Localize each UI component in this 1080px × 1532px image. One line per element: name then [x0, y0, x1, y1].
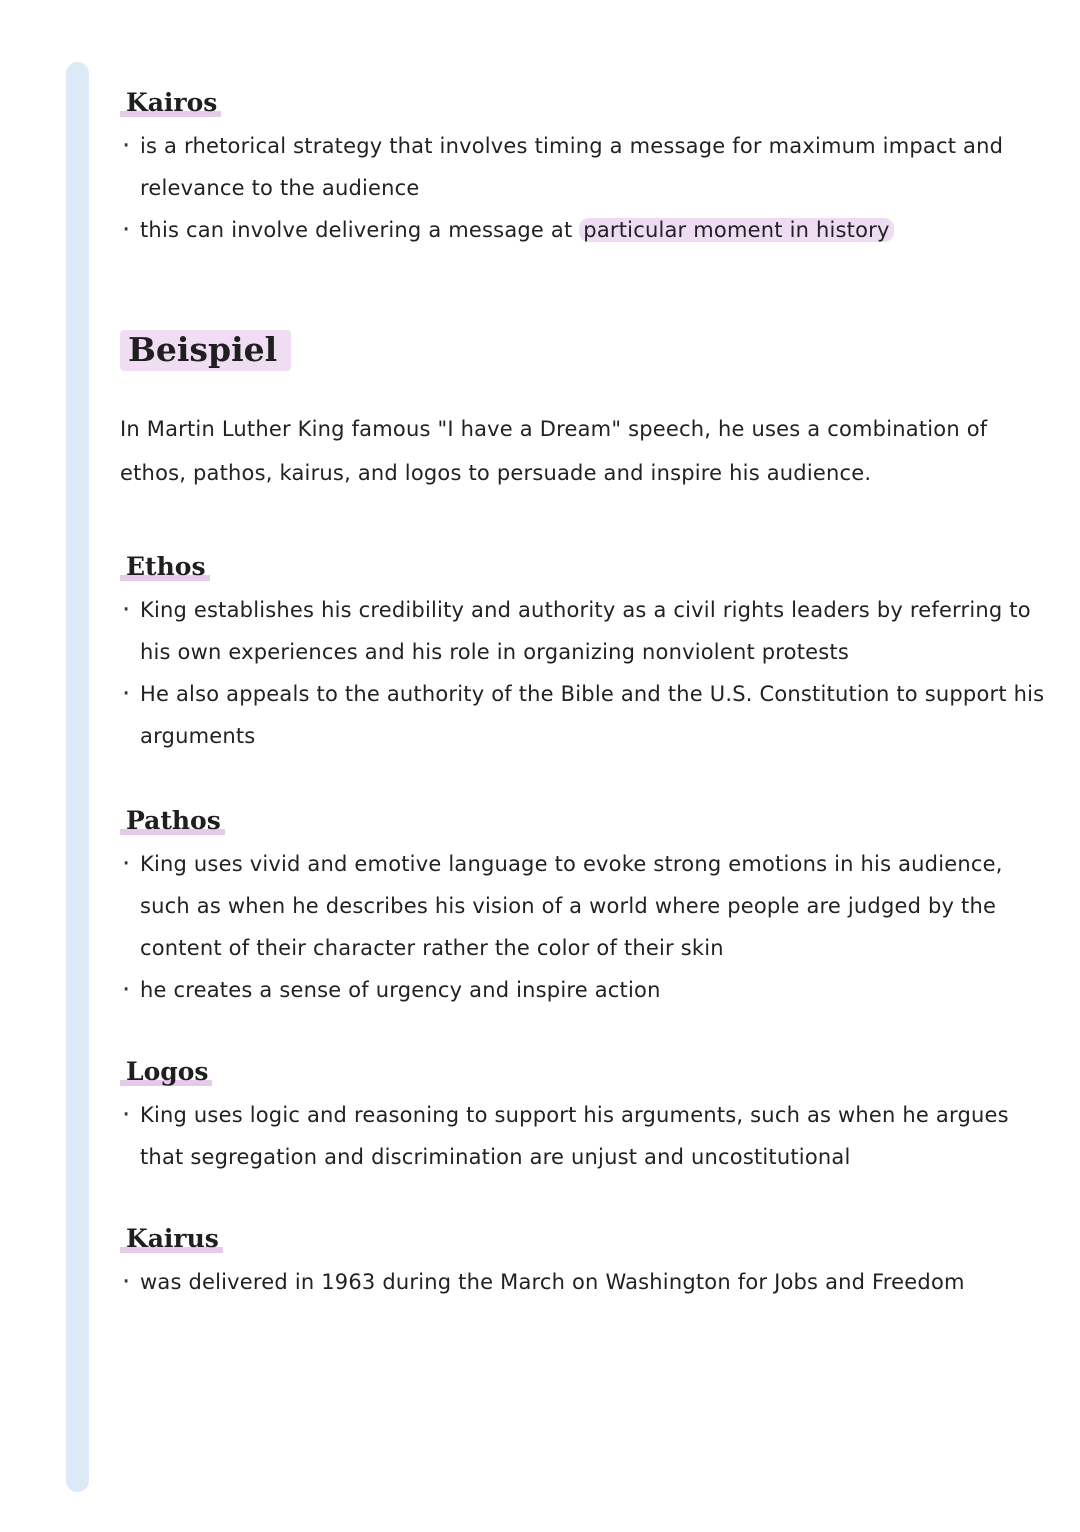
kairos-highlight: particular moment in history	[579, 218, 893, 242]
beispiel-text: In Martin Luther King famous "I have a Dream" speech, he uses a combination of ethos, pathos, kairus, and logos to persuade and inspire his audience.	[120, 417, 988, 485]
section-beispiel	[120, 330, 1052, 495]
kairos-notes	[120, 125, 1052, 251]
kairus-notes	[120, 1261, 1052, 1303]
kairos-point-1: · is a rhetorical strategy that involves timing a message for maximum impact and relevance to the audience	[120, 125, 1052, 209]
kairus-point-1: · was delivered in 1963 during the March on Washington for Jobs and Freedom	[120, 1261, 1052, 1303]
kairos-point-2-text: this can involve delivering a message at	[140, 218, 580, 242]
section-ethos	[120, 552, 1052, 757]
pathos-notes	[120, 843, 1052, 1011]
section-logos	[120, 1057, 1052, 1178]
heading-ethos: Ethos	[120, 552, 210, 581]
logos-notes	[120, 1094, 1052, 1178]
pathos-point-1: · King uses vivid and emotive language to evoke strong emotions in his audience, such as when he describes his vision of a world where people are judged by the content of their character rather the color of their skin	[120, 843, 1052, 969]
kairos-point-2	[120, 209, 1052, 251]
heading-beispiel: Beispiel	[120, 330, 291, 371]
pathos-point-2: · he creates a sense of urgency and inspire action	[120, 969, 1052, 1011]
heading-pathos: Pathos	[120, 806, 225, 835]
section-pathos	[120, 806, 1052, 1011]
heading-kairus: Kairus	[120, 1224, 223, 1253]
ethos-point-1: · King establishes his credibility and authority as a civil rights leaders by referring to his own experiences and his role in organizing nonviolent protests	[120, 589, 1052, 673]
section-kairos	[120, 88, 1052, 251]
section-kairus	[120, 1224, 1052, 1303]
ethos-point-2: · He also appeals to the authority of the Bible and the U.S. Constitution to support his arguments	[120, 673, 1052, 757]
heading-kairos: Kairos	[120, 88, 221, 117]
heading-logos: Logos	[120, 1057, 212, 1086]
margin-bar	[66, 62, 89, 1492]
logos-point-1: · King uses logic and reasoning to support his arguments, such as when he argues that segregation and discrimination are unjust and uncostitutional	[120, 1094, 1052, 1178]
ethos-notes	[120, 589, 1052, 757]
